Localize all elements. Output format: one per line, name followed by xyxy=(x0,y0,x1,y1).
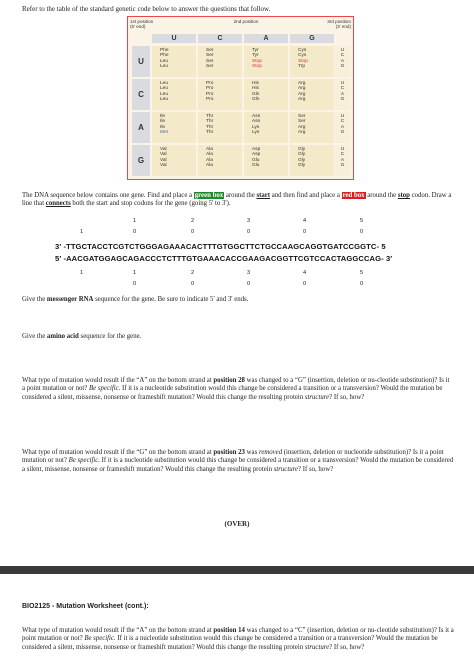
amino-acid-label: Stop xyxy=(252,58,262,64)
amino-acid-label: Arg xyxy=(298,130,306,136)
ruler-top-tens-5: 5 xyxy=(360,218,364,224)
amino-acid-label: Phe xyxy=(160,48,169,53)
ruler-bottom-ones-1: 1 xyxy=(80,270,84,276)
ruler-top-tens-1: 1 xyxy=(133,218,137,224)
ruler-bottom-tens-4: 4 xyxy=(303,270,307,276)
amino-acid-label: Ser xyxy=(206,53,214,59)
question-mrna: Give the messenger RNA sequence for the gene. Be sure to indicate 5' and 3' ends. xyxy=(22,296,249,303)
third-base-label: U xyxy=(340,81,345,86)
genetic-code-table xyxy=(127,16,354,180)
amino-acid-label: Gly xyxy=(298,152,306,158)
amino-acid-label: Asn xyxy=(252,114,261,119)
codon-cell xyxy=(244,145,288,176)
amino-acid-label: Ile xyxy=(160,119,166,125)
amino-acid-label: Val xyxy=(160,157,167,163)
amino-acid-label: Ala xyxy=(206,163,213,169)
amino-acid-label: Thr xyxy=(206,114,214,119)
row-header-c: C xyxy=(132,79,150,110)
codon-cell xyxy=(198,46,242,77)
amino-acid-label: Pro xyxy=(206,86,214,92)
ruler-top-zero-1: 0 xyxy=(133,229,137,235)
amino-acid-label: Thr xyxy=(206,119,214,125)
row-header-g: G xyxy=(132,145,150,176)
third-base-label: G xyxy=(340,163,345,169)
amino-acid-label: Leu xyxy=(160,64,169,70)
amino-acid-label: Val xyxy=(160,147,167,152)
amino-acid-label: Gly xyxy=(298,157,306,163)
amino-acid-label: Ser xyxy=(206,64,214,70)
ruler-bottom-zero-3: 0 xyxy=(247,281,251,287)
amino-acid-label: Leu xyxy=(160,97,169,103)
codon-cell xyxy=(244,112,288,143)
third-position-bases xyxy=(335,112,350,143)
amino-acid-label: Arg xyxy=(298,81,306,86)
row-header-u: U xyxy=(132,46,150,77)
dna-top-strand: 3′ -TTGCTACCTCGTCTGGGAGAAACACTTTGTGGCTTCTGCCAAGCAGGTGATCCGGTC- 5 xyxy=(55,242,386,251)
third-base-label: G xyxy=(340,130,345,136)
amino-acid-label: Ala xyxy=(206,147,213,152)
ruler-bottom-zero-2: 0 xyxy=(191,281,195,287)
amino-acid-label: Arg xyxy=(298,86,306,92)
amino-acid-label: Gln xyxy=(252,97,260,103)
worksheet-page-2 xyxy=(0,574,474,669)
third-position-bases xyxy=(335,79,350,110)
codon-cell xyxy=(152,46,196,77)
third-base-label: C xyxy=(340,86,345,92)
ruler-top-zero-3: 0 xyxy=(247,229,251,235)
amino-acid-label: Asn xyxy=(252,119,261,125)
third-base-label: A xyxy=(340,91,345,97)
amino-acid-label: Val xyxy=(160,152,167,158)
intro-text: Refer to the table of the standard genetic code below to answer the questions that follow. xyxy=(22,5,271,13)
amino-acid-label: Gly xyxy=(298,163,306,169)
amino-acid-label: Ala xyxy=(206,152,213,158)
codon-cell xyxy=(290,112,334,143)
amino-acid-label: Arg xyxy=(298,97,306,103)
column-header-u: U xyxy=(152,34,196,43)
amino-acid-label: Ser xyxy=(206,58,214,64)
third-position-label: 3rd position (3' end) xyxy=(327,19,351,29)
ruler-top-tens-2: 2 xyxy=(191,218,195,224)
third-base-label: U xyxy=(340,114,345,119)
ruler-bottom-tens-2: 2 xyxy=(191,270,195,276)
ruler-top-zero-4: 0 xyxy=(303,229,307,235)
codon-cell xyxy=(152,79,196,110)
codon-cell xyxy=(290,145,334,176)
codon-cell xyxy=(290,79,334,110)
amino-acid-label: Pro xyxy=(206,97,214,103)
third-position-bases xyxy=(335,46,350,77)
amino-acid-label: Ser xyxy=(206,48,214,53)
amino-acid-label: Pro xyxy=(206,91,214,97)
amino-acid-label: Arg xyxy=(298,91,306,97)
third-base-label: A xyxy=(340,124,345,130)
second-position-label: 2nd position xyxy=(233,19,259,24)
amino-acid-label: Ala xyxy=(206,157,213,163)
amino-acid-label: Asp xyxy=(252,152,261,158)
ruler-top-tens-4: 4 xyxy=(303,218,307,224)
amino-acid-label: Ile xyxy=(160,114,166,119)
amino-acid-label: Ser xyxy=(298,114,306,119)
amino-acid-label: Leu xyxy=(160,91,169,97)
green-box-label: green box xyxy=(194,192,224,199)
question-mutation-position-14: What type of mutation would result if the “A” on the bottom strand at position 14 was changed to a “C” (insertion, deletion or nu-cleotide substitution)? Is it a point mutation or not? Be specific. If it is a nucleotide substitution would this change be considered a transition or a transversion? Would the mutation be considered a silent, missense, nonsense or frameshift mutation? Would this change the resulting protein structure? If so, how? xyxy=(22,627,454,651)
ruler-bottom-zero-4: 0 xyxy=(303,281,307,287)
third-position-bases xyxy=(335,145,350,176)
ruler-top-zero-2: 0 xyxy=(191,229,195,235)
third-base-label: G xyxy=(340,64,345,70)
codon-cell xyxy=(244,79,288,110)
codon-cell xyxy=(244,46,288,77)
amino-acid-label: Gln xyxy=(252,91,260,97)
amino-acid-label: Ile xyxy=(160,124,166,130)
amino-acid-label: Phe xyxy=(160,53,169,59)
ruler-bottom-tens-5: 5 xyxy=(360,270,364,276)
amino-acid-label: His xyxy=(252,86,259,92)
third-base-label: A xyxy=(340,58,345,64)
ruler-top-tens-3: 3 xyxy=(247,218,251,224)
codon-cell xyxy=(152,145,196,176)
amino-acid-label: Met xyxy=(160,130,168,136)
red-box-label: red box xyxy=(342,192,365,199)
codon-cell xyxy=(290,46,334,77)
amino-acid-label: Glu xyxy=(252,157,260,163)
amino-acid-label: Arg xyxy=(298,124,306,130)
dna-bottom-strand: 5′ -AACGATGGAGCAGACCCTCTTTGTGAAACACCGAAGACGGTTCGTCCACTAGGCCAG- 3′ xyxy=(55,254,393,263)
question-amino-acid: Give the amino acid sequence for the gene. xyxy=(22,333,142,340)
ruler-bottom-zero-1: 0 xyxy=(133,281,137,287)
ruler-bottom-tens-1: 1 xyxy=(133,270,137,276)
page-separator xyxy=(0,566,474,574)
amino-acid-label: Gly xyxy=(298,147,306,152)
third-base-label: C xyxy=(340,53,345,59)
third-base-label: U xyxy=(340,147,345,152)
ruler-bottom-tens-3: 3 xyxy=(247,270,251,276)
codon-cell xyxy=(198,145,242,176)
amino-acid-label: Stop xyxy=(252,64,262,70)
row-header-a: A xyxy=(132,112,150,143)
instruction-paragraph: The DNA sequence below contains one gene. Find and place a green box around the start and then find and place a red box around the stop codon. Draw a line that connects both the start and stop codons for the gene (going 5' to 3'). xyxy=(22,192,452,208)
amino-acid-label: Pro xyxy=(206,81,214,86)
ruler-bottom-zero-5: 0 xyxy=(360,281,364,287)
amino-acid-label: Thr xyxy=(206,130,214,136)
amino-acid-label: Leu xyxy=(160,81,169,86)
third-base-label: A xyxy=(340,157,345,163)
amino-acid-label: Cys xyxy=(298,53,307,59)
amino-acid-label: Leu xyxy=(160,86,169,92)
over-label: (OVER) xyxy=(224,520,250,528)
question-mutation-position-23: What type of mutation would result if the “G” on the bottom strand at position 23 was removed (insertion, deletion or nucleotide substitution)? Is it a point mutation or not? Be specific. If it is a nucleotide substitution would this change be considered a transition or a transversion? Would the mutation be considered a silent, missense, nonsense or frameshift mutation? Would this change the resulting protein structure? If so, how? xyxy=(22,449,454,473)
amino-acid-label: Tyr xyxy=(252,53,259,59)
amino-acid-label: Leu xyxy=(160,58,169,64)
ruler-top-zero-5: 0 xyxy=(360,229,364,235)
column-header-a: A xyxy=(244,34,288,43)
amino-acid-label: Asp xyxy=(252,147,261,152)
column-header-g: G xyxy=(290,34,334,43)
codon-cell xyxy=(198,112,242,143)
amino-acid-label: Trp xyxy=(298,64,306,70)
ruler-top-ones-1: 1 xyxy=(80,229,84,235)
amino-acid-label: Lys xyxy=(252,130,260,136)
codon-cell xyxy=(152,112,196,143)
column-header-c: C xyxy=(198,34,242,43)
amino-acid-label: Ser xyxy=(298,119,306,125)
amino-acid-label: His xyxy=(252,81,259,86)
amino-acid-label: Val xyxy=(160,163,167,169)
amino-acid-label: Cys xyxy=(298,48,307,53)
amino-acid-label: Tyr xyxy=(252,48,259,53)
question-mutation-position-28: What type of mutation would result if the “A” on the bottom strand at position 28 was changed to a “G” (insertion, deletion or nu-cleotide substitution)? Is it a point mutation or not? Be specific. If it is a nucleotide substitution would this change be considered a transition or a transversion? Would the mutation be considered a silent, missense, nonsense or frameshift mutation? Would this change the resulting protein structure? If so, how? xyxy=(22,377,450,401)
amino-acid-label: Lys xyxy=(252,124,260,130)
amino-acid-label: Stop xyxy=(298,58,308,64)
amino-acid-label: Glu xyxy=(252,163,260,169)
amino-acid-label: Thr xyxy=(206,124,214,130)
third-base-label: C xyxy=(340,119,345,125)
third-base-label: U xyxy=(340,48,345,53)
codon-cell xyxy=(198,79,242,110)
third-base-label: G xyxy=(340,97,345,103)
third-base-label: C xyxy=(340,152,345,158)
first-position-label: 1st position (5' end) xyxy=(130,19,154,29)
page-2-title: BIO2125 - Mutation Worksheet (cont.): xyxy=(22,603,149,610)
